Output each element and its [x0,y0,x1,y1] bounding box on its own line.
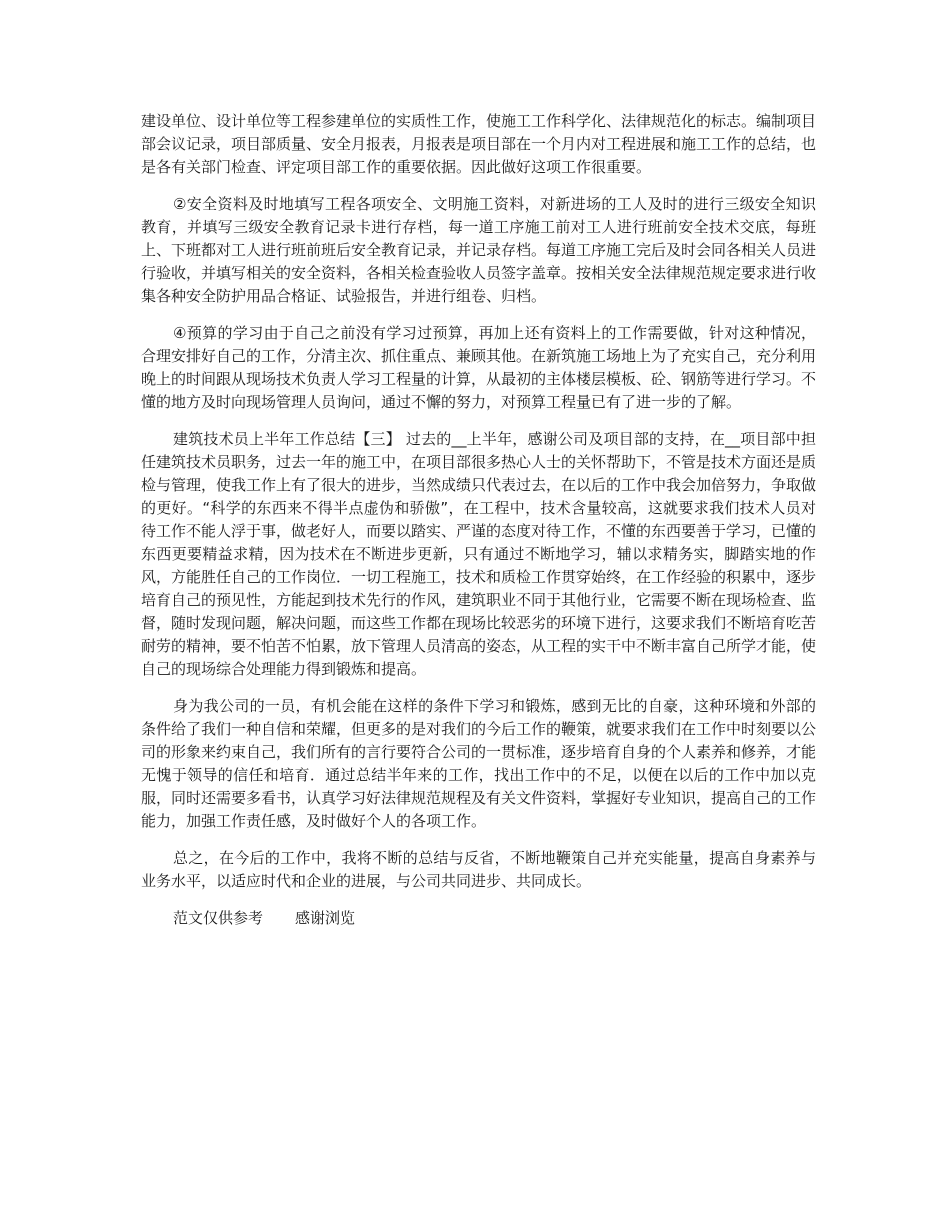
footer-right-text: 感谢浏览 [295,909,356,927]
footer-left-text: 范文仅供参考 [173,909,264,927]
document-footer [141,907,816,930]
paragraph-5: 身为我公司的一员，有机会能在这样的条件下学习和锻炼，感到无比的自豪，这种环境和外部的条件给了我们一种自信和荣耀，但更多的是对我们的今后工作的鞭策，就要求我们在工作中时刻要以公司的形象来约束自己，我们所有的言行要符合公司的一贯标准，逐步培育自身的个人素养和修养，才能无愧于领导的信任和培育．通过总结半年来的工作，找出工作中的不足，以便在以后的工作中加以克服，同时还需要多看书，认真学习好法律规范规程及有关文件资料，掌握好专业知识，提高自己的工作能力，加强工作责任感，及时做好个人的各项工作。 [141,697,817,830]
paragraph-4: 建筑技术员上半年工作总结【三】 过去的__上半年，感谢公司及项目部的支持，在__项目部中担任建筑技术员职务，过去一年的施工中，在项目部很多热心人士的关怀帮助下，不管是技术方面还是质检与管理，使我工作上有了很大的进步，当然成绩只代表过去，在以后的工作中我会加倍努力，争取做的更好。“科学的东西来不得半点虚伪和骄傲”，在工程中，技术含量较高，这就要求我们技术人员对待工作不能人浮于事，做老好人，而要以踏实、严谨的态度对待工作，不懂的东西要善于学习，已懂的东西更要精益求精，因为技术在不断进步更新，只有通过不断地学习，辅以求精务实，脚踏实地的作风，方能胜任自己的工作岗位．一切工程施工，技术和质检工作贯穿始终，在工作经验的积累中，逐步培育自己的预见性，方能起到技术先行的作风，建筑职业不同于其他行业，它需要不断在现场检查、监督，随时发现问题，解决问题，而这些工作都在现场比较恶劣的环境下进行，这要求我们不断培育吃苦耐劳的精神，要不怕苦不怕累，放下管理人员清高的姿态，从工程的实干中不断丰富自己所学才能，使自己的现场综合处理能力得到锻炼和提高。 [141,430,817,678]
document-body [141,110,816,930]
paragraph-1: 建设单位、设计单位等工程参建单位的实质性工作，使施工工作科学化、法律规范化的标志。编制项目部会议记录，项目部质量、安全月报表，月报表是项目部在一个月内对工程进展和施工工作的总结，也是各有关部门检查、评定项目部工作的重要依据。因此做好这项工作很重要。 [141,112,817,176]
paragraph-3: ④预算的学习由于自己之前没有学习过预算，再加上还有资料上的工作需要做，针对这种情况，合理安排好自己的工作，分清主次、抓住重点、兼顾其他。在新筑施工场地上为了充实自己，充分利用晚上的时间跟从现场技术负责人学习工程量的计算，从最初的主体楼层模板、砼、钢筋等进行学习。不懂的地方及时向现场管理人员询问，通过不懈的努力，对预算工程量已有了进一步的了解。 [141,324,817,411]
paragraph-2: ②安全资料及时地填写工程各项安全、文明施工资料，对新进场的工人及时的进行三级安全知识教育，并填写三级安全教育记录卡进行存档，每一道工序施工前对工人进行班前安全技术交底，每班上、下班都对工人进行班前班后安全教育记录，并记录存档。每道工序施工完后及时会同各相关人员进行验收，并填写相关的安全资料，各相关检查验收人员签字盖章。按相关安全法律规范规定要求进行收集各种安全防护用品合格证、试验报告，并进行组卷、归档。 [141,195,817,305]
paragraph-6: 总之，在今后的工作中，我将不断的总结与反省，不断地鞭策自己并充实能量，提高自身素养与业务水平，以适应时代和企业的进展，与公司共同进步、共同成长。 [141,849,816,890]
